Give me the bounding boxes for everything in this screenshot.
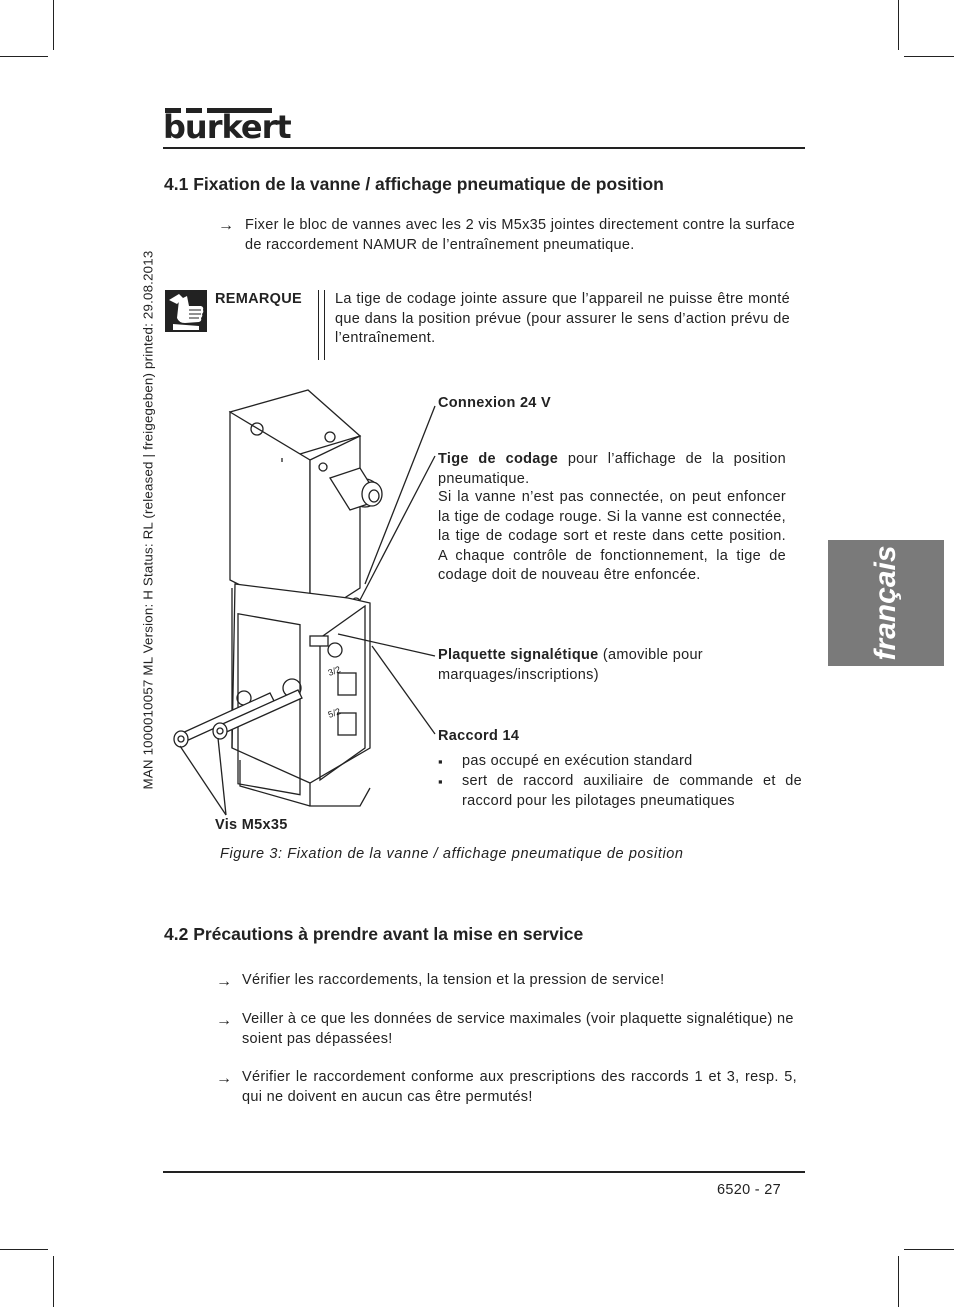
body-mark: 5/2 [326,706,342,720]
instruction-text: Fixer le bloc de vannes avec les 2 vis M5x35 jointes directement contre la surface de raccordement NAMUR de l’entraînement pneumatique. [245,217,795,253]
section-heading: 4.1 Fixation de la vanne / affichage pneumatique de position [164,174,664,194]
footer-rule [163,1171,805,1173]
crop-mark [53,0,54,50]
crop-mark [53,1256,54,1307]
label-tige-detail: Si la vanne n’est pas connectée, on peut enfoncer la tige de codage rouge. Si la vanne est connectée, la tige de codage sort et reste dans cette position. A chaque contrôle de fonctionnement, la tige de codage doit de nouveau être enfoncée. [438,489,786,583]
label-plaquette-title: Plaquette signalétique [438,647,599,663]
crop-mark [904,56,954,57]
label-tige-desc: pour l’affichage de la position pneumatique. [438,451,786,487]
precaution-item: Vérifier les raccordements, la tension et la pression de service! [242,972,665,988]
raccord-bullet: sert de raccord auxiliaire de commande et de raccord pour les pilotages pneumatiques [462,773,802,809]
language-tab [828,540,944,666]
bullet-icon: ▪ [438,754,443,769]
label-raccord: Raccord 14 [438,728,520,744]
arrow-icon: → [216,1012,232,1029]
precaution-item: Veiller à ce que les données de service maximales (voir plaquette signalétique) ne soient pas dépassées! [242,1011,794,1047]
note-text: La tige de codage jointe assure que l’appareil ne puisse être monté que dans la position prévue (pour assurer le sens d’action prévu de l’entraînement. [335,291,790,346]
note-divider [324,290,325,360]
section-heading: 4.2 Précautions à prendre avant la mise en service [164,924,584,944]
label-connexion: Connexion 24 V [438,395,551,411]
crop-mark [0,1249,48,1250]
label-vis: Vis M5x35 [215,817,288,833]
raccord-bullet: pas occupé en exécution standard [462,753,693,769]
crop-mark [898,0,899,50]
precaution-item: Vérifier le raccordement conforme aux prescriptions des raccords 1 et 3, resp. 5, qui ne doivent en aucun cas être permutés! [242,1069,797,1105]
crop-mark [898,1256,899,1307]
body-mark: 3/2 [326,664,342,678]
language-tab-label: français [869,545,902,661]
valve-illustration [160,388,450,828]
arrow-icon: → [216,973,232,990]
document-status-note: MAN 1000010057 ML Version: H Status: RL (released | freigegeben) printed: 29.08.2013 [140,250,156,790]
arrow-icon: → [218,217,234,234]
arrow-icon: → [216,1070,232,1087]
crop-mark [0,56,48,57]
label-tige-title: Tige de codage [438,451,559,467]
label-plaquette-desc: (amovible pour marquages/inscriptions) [438,647,703,683]
note-divider [318,290,319,360]
label-tige-de-codage [438,450,786,489]
note-label: REMARQUE [215,291,302,307]
thumbs-up-icon [165,290,207,332]
page-number: 6520 - 27 [717,1182,781,1198]
brand-logo: burkert [163,108,291,146]
bullet-icon: ▪ [438,774,443,789]
crop-mark [904,1249,954,1250]
label-plaquette [438,646,738,685]
header-rule [163,147,805,149]
figure-caption: Figure 3: Fixation de la vanne / affichage pneumatique de position [220,846,684,862]
